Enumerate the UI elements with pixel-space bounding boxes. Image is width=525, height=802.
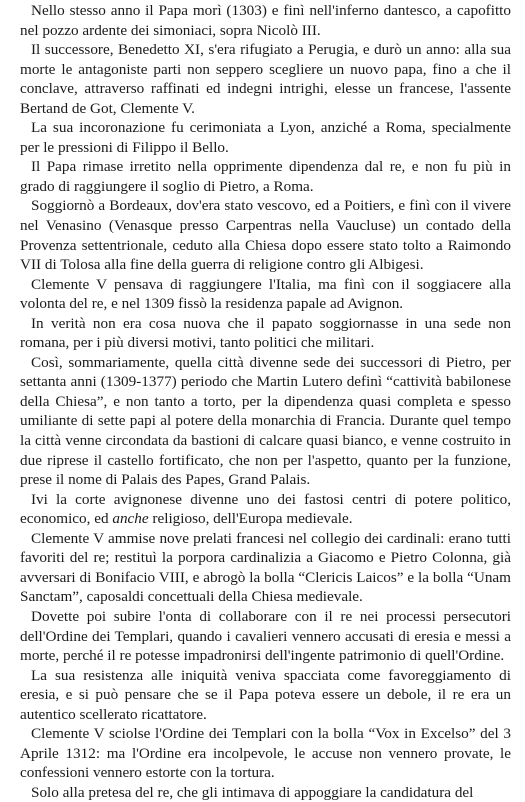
paragraph-9-end: religioso, dell'Europa medievale. [148,510,353,528]
paragraph-5: Soggiornò a Bordeaux, dov'era stato vescovo, ed a Poitiers, e finì con il vivere nel Venasino (Venasque presso Carpentras nella Vaucluse) un contado della Provenza settentrionale, ceduto alla Chiesa dopo essere stato tolto a Raimondo VII di Tolosa alla fine della guerra di religione contro gli Albigesi. [20,197,511,274]
paragraph-7: In verità non era cosa nuova che il papato soggiornasse in una sede non romana, per i più diversi motivi, tanto politici che militari. [20,314,511,352]
paragraph-13: Clemente V sciolse l'Ordine dei Templari con la bolla “Vox in Excelso” del 3 Aprile 1312: ma l'Ordine era incolpevole, le accuse non vennero provate, le confessioni vennero estorte con la tortura. [20,725,511,782]
paragraph-12: La sua resistenza alle iniquità veniva spacciata come favoreggiamento di eresia, e si può pensare che se il Papa poteva essere un debole, il re era un autentico scellerato ricattatore. [20,666,511,723]
paragraph-1: Nello stesso anno il Papa morì (1303) e finì nell'inferno dantesco, a capofitto nel pozzo ardente dei simoniaci, sopra Nicolò III. [20,2,511,39]
paragraph-6: Clemente V pensava di raggiungere l'Italia, ma finì con il soggiacere alla volonta del re, e nel 1309 fissò la residenza papale ad Avignon. [20,275,511,313]
paragraph-11: Dovette poi subire l'onta di collaborare con il re nei processi persecutori dell'Ordine dei Templari, quando i cavalieri vennero accusati di eresia e messi a morte, perché il re potesse impadronirsi dell'ingente patrimonio di quell'Ordine. [20,607,511,665]
paragraph-10: Clemente V ammise nove prelati francesi nel collegio dei cardinali: erano tutti favoriti del re; restituì la porpora cardinalizia a Giacomo e Pietro Colonna, già avversari di Bonifacio VIII, e abrogò la bolla “Clericis Laicos” e la bolla “Unam Sanctam”, caposaldi concettuali della Chiesa medievale. [20,529,511,606]
paragraph-4: Il Papa rimase irretito nella opprimente dipendenza dal re, e non fu più in grado di raggiungere il soglio di Pietro, a Roma. [20,158,511,195]
paragraph-9-emphasis: anche [112,510,149,528]
paragraph-2: Il successore, Benedetto XI, s'era rifugiato a Perugia, e durò un anno: alla sua morte le antagoniste parti non seppero scegliere un nuovo papa, fino a che il conclave, attraverso raffinati ed indegni intrighi, elesse un francese, l'assente Bertand de Got, Clemente V. [20,41,511,117]
paragraph-9 [20,490,511,529]
paragraph-9-start: Ivi la corte avignonese divenne uno dei fastosi centri di potere politico, economico, ed [20,490,511,528]
paragraph-14: Solo alla pretesa del re, che gli intimava di appoggiare la candidatura del [31,783,474,801]
paragraph-8: Così, sommariamente, quella città divenne sede dei successori di Pietro, per settanta anni (1309-1377) periodo che Martin Lutero definì “cattività babilonese della Chiesa”, e non tanto a torto, per la dipendenza quasi completa e spesso umiliante di sette papi al potere della monarchia di Francia. Durante quel tempo la città venne circondata da bastioni di calcare quasi bianco, e venne costruito in due riprese il castello fortificato, che non per l'aspetto, quanto per la funzione, prese il nome di Palais des Papes, Grand Palais. [20,353,511,489]
paragraph-3: La sua incoronazione fu cerimoniata a Lyon, anziché a Roma, specialmente per le pressioni di Filippo il Bello. [20,119,511,156]
